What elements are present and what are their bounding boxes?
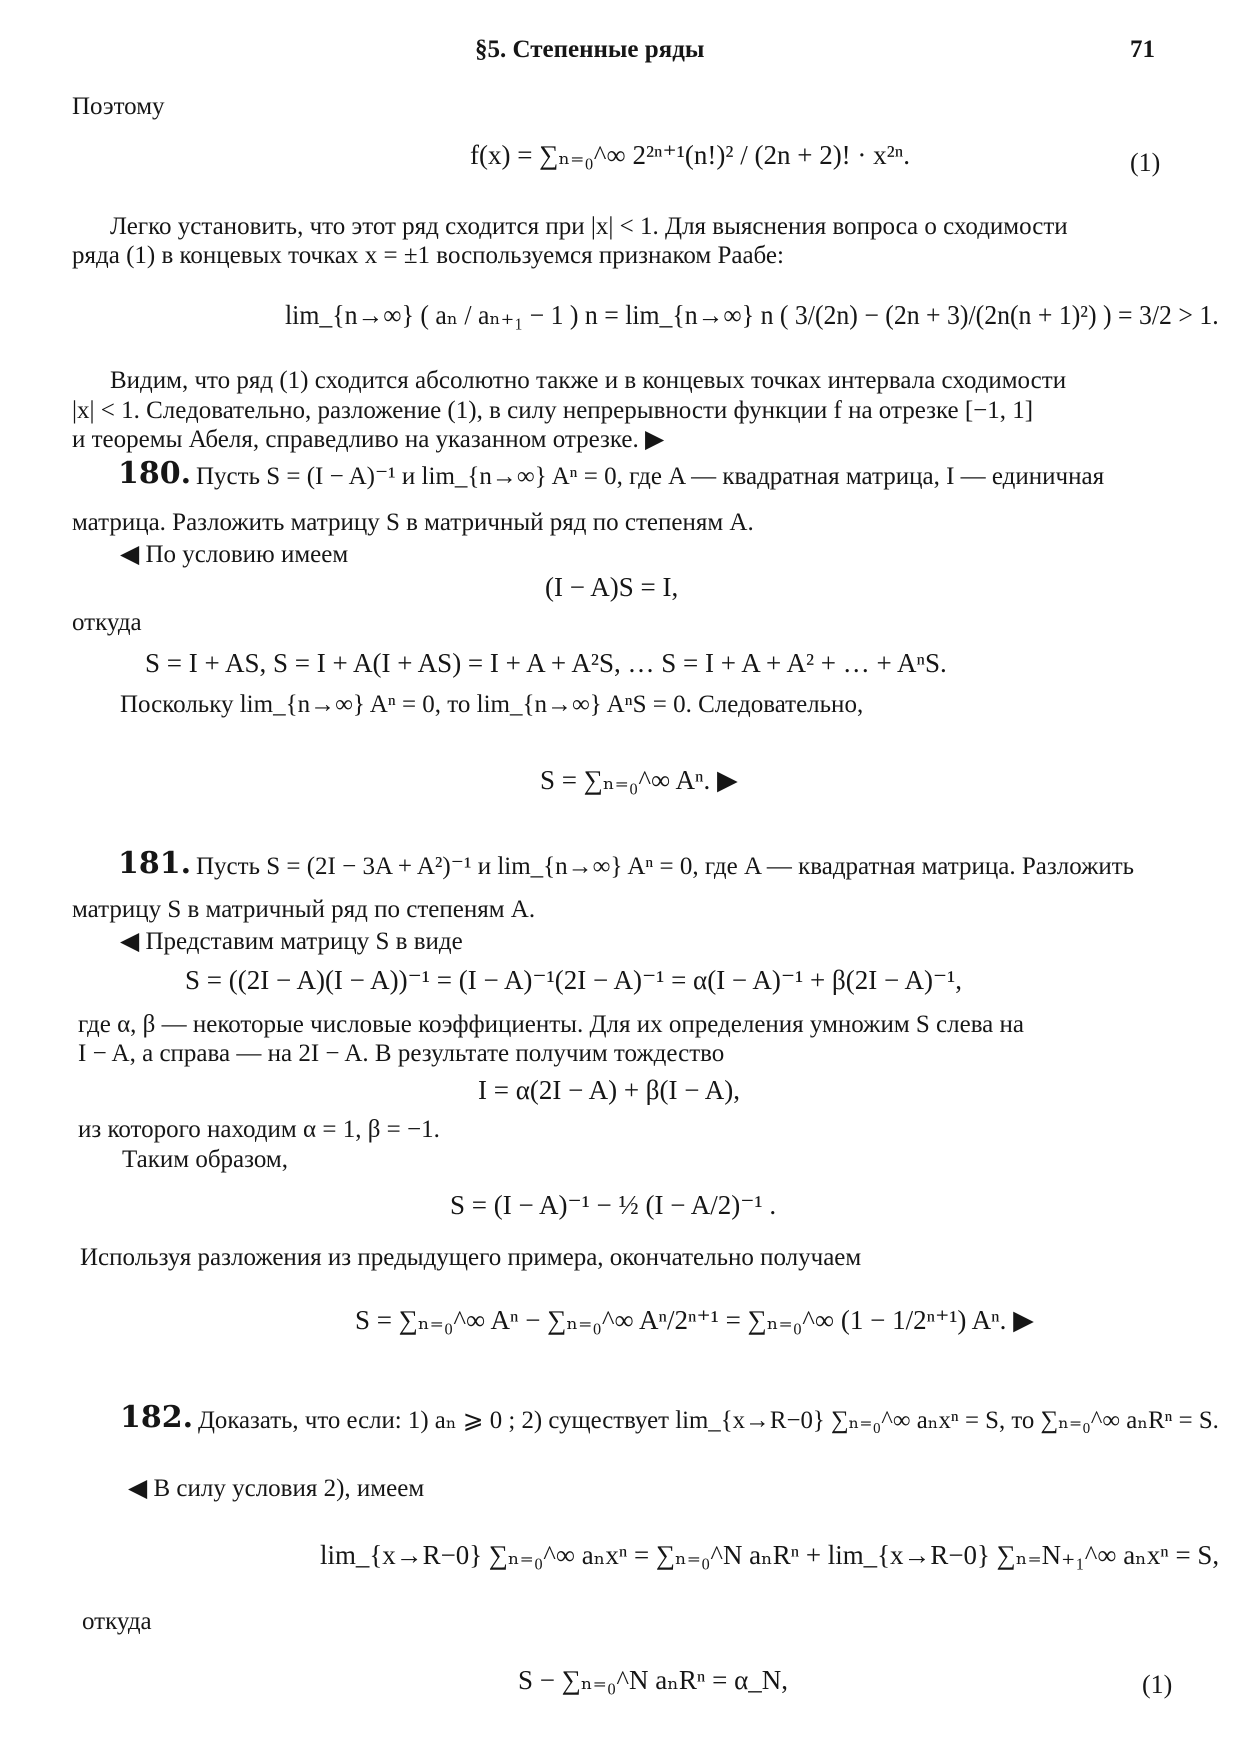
- formula-series-f: f(x) = ∑ₙ₌₀^∞ 2²ⁿ⁺¹(n!)² / (2n + 2)! · x²ⁿ.: [470, 140, 911, 170]
- problem-number: 180.: [118, 456, 192, 491]
- text-line: ◀ В силу условия 2), имеем: [128, 1475, 425, 1502]
- text-line: Доказать, что если: 1) aₙ ⩾ 0 ; 2) существует lim_{x→R−0} ∑ₙ₌₀^∞ aₙxⁿ = S, то ∑ₙ₌₀^∞ aₙRⁿ = S.: [198, 1407, 1219, 1434]
- text-line: откуда: [82, 1608, 152, 1635]
- formula: (I − A)S = I,: [545, 572, 679, 602]
- text-line: Используя разложения из предыдущего примера, окончательно получаем: [80, 1244, 862, 1271]
- running-header: §5. Степенные ряды: [475, 36, 705, 63]
- formula: S = ((2I − A)(I − A))⁻¹ = (I − A)⁻¹(2I − A)⁻¹ = α(I − A)⁻¹ + β(2I − A)⁻¹,: [185, 965, 963, 995]
- equation-number: (1): [1130, 148, 1161, 177]
- text-line: где α, β — некоторые числовые коэффициенты. Для их определения умножим S слева на: [78, 1011, 1025, 1038]
- formula: I = α(2I − A) + β(I − A),: [478, 1075, 740, 1105]
- formula: lim_{x→R−0} ∑ₙ₌₀^∞ aₙxⁿ = ∑ₙ₌₀^N aₙRⁿ + lim_{x→R−0} ∑ₙ₌N₊₁^∞ aₙxⁿ = S,: [320, 1540, 1220, 1570]
- page-number: 71: [1130, 36, 1155, 63]
- text-line: и теоремы Абеля, справедливо на указанном отрезке. ▶: [72, 426, 665, 453]
- problem-number: 181.: [118, 846, 192, 881]
- formula: S = I + AS, S = I + A(I + AS) = I + A + A²S, … S = I + A + A² + … + AⁿS.: [145, 648, 947, 678]
- text-line: Поэтому: [72, 93, 165, 120]
- equation-number: (1): [1142, 1670, 1173, 1699]
- text-line: ряда (1) в концевых точках x = ±1 воспользуемся признаком Раабе:: [72, 242, 784, 269]
- text-line: Видим, что ряд (1) сходится абсолютно также и в концевых точках интервала сходимости: [110, 367, 1067, 394]
- text-line: откуда: [72, 609, 142, 636]
- text-line: ◀ По условию имеем: [120, 541, 349, 568]
- text-line: из которого находим α = 1, β = −1.: [78, 1116, 440, 1143]
- text-line: Пусть S = (I − A)⁻¹ и lim_{n→∞} Aⁿ = 0, где A — квадратная матрица, I — единичная: [196, 463, 1105, 490]
- text-line: I − A, а справа — на 2I − A. В результате получим тождество: [78, 1040, 725, 1067]
- text-line: ◀ Представим матрицу S в виде: [120, 928, 463, 955]
- text-line: матрица. Разложить матрицу S в матричный ряд по степеням A.: [72, 509, 754, 536]
- text-line: Легко установить, что этот ряд сходится при |x| < 1. Для выяснения вопроса о сходимости: [110, 213, 1068, 240]
- formula: S = ∑ₙ₌₀^∞ Aⁿ − ∑ₙ₌₀^∞ Aⁿ/2ⁿ⁺¹ = ∑ₙ₌₀^∞ (1 − 1/2ⁿ⁺¹) Aⁿ. ▶: [355, 1305, 1034, 1335]
- text-line: Таким образом,: [122, 1146, 288, 1173]
- text-line: матрицу S в матричный ряд по степеням A.: [72, 896, 536, 923]
- text-line: |x| < 1. Следовательно, разложение (1), в силу непрерывности функции f на отрезке [−1, 1]: [72, 397, 1034, 424]
- text-line: Пусть S = (2I − 3A + A²)⁻¹ и lim_{n→∞} Aⁿ = 0, где A — квадратная матрица. Разложить: [196, 853, 1135, 880]
- text-line: Поскольку lim_{n→∞} Aⁿ = 0, то lim_{n→∞} AⁿS = 0. Следовательно,: [120, 691, 864, 718]
- formula: S − ∑ₙ₌₀^N aₙRⁿ = α_N,: [518, 1665, 789, 1695]
- formula: S = (I − A)⁻¹ − ½ (I − A/2)⁻¹ .: [450, 1190, 777, 1220]
- formula-raabe: lim_{n→∞} ( aₙ / aₙ₊₁ − 1 ) n = lim_{n→∞} n ( 3/(2n) − (2n + 3)/(2n(n + 1)²) ) = 3/2 > 1.: [285, 300, 1219, 330]
- problem-number: 182.: [120, 1400, 194, 1435]
- formula: S = ∑ₙ₌₀^∞ Aⁿ. ▶: [540, 765, 738, 795]
